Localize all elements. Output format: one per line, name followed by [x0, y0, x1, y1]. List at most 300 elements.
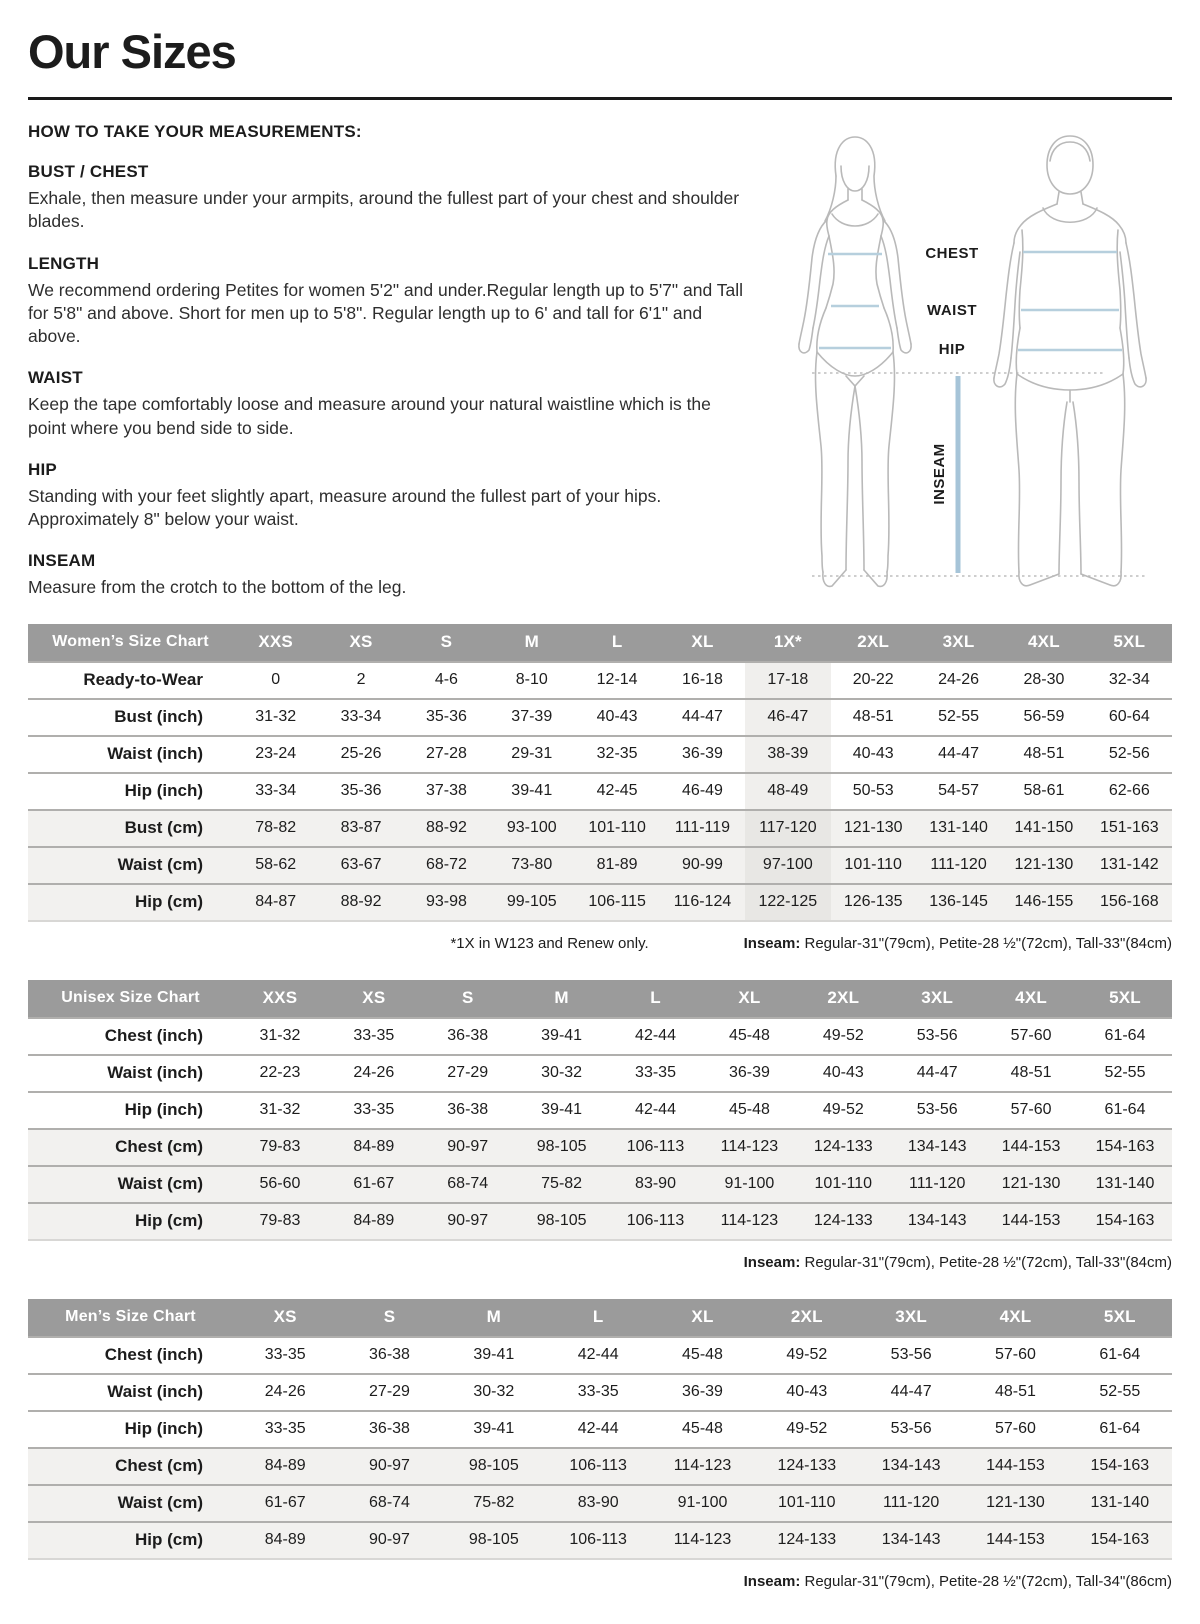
table-footnotes	[28, 935, 1172, 952]
size-cell: 106-113	[626, 1212, 685, 1230]
size-cell: 33-35	[353, 1027, 395, 1045]
table-row	[28, 810, 1172, 847]
row-label: Bust (cm)	[124, 818, 203, 838]
size-cell: 40-43	[786, 1383, 828, 1401]
size-cell: 136-145	[929, 893, 988, 911]
size-cell: 122-125	[745, 884, 830, 921]
row-label: Waist (cm)	[117, 855, 203, 875]
table-row	[28, 847, 1172, 884]
size-column-header: 3XL	[890, 980, 984, 1018]
size-cell: 4-6	[434, 671, 458, 689]
hip-label: HIP	[938, 341, 966, 358]
size-cell: 48-51	[1010, 1064, 1052, 1082]
size-cell: 16-18	[682, 671, 723, 689]
size-cell: 68-74	[447, 1175, 489, 1193]
size-cell: 27-28	[425, 745, 467, 763]
size-cell: 44-47	[682, 708, 723, 726]
table-footnotes	[28, 1573, 1172, 1590]
size-cell: 91-100	[677, 1494, 728, 1512]
woman-figure	[799, 137, 911, 586]
size-cell: 24-26	[353, 1064, 395, 1082]
size-cell: 131-140	[1095, 1175, 1155, 1193]
size-cell: 0	[271, 671, 281, 689]
size-cell: 8-10	[515, 671, 548, 689]
size-cell: 144-153	[986, 1531, 1045, 1549]
size-cell: 42-44	[635, 1101, 676, 1119]
size-cell: 42-44	[577, 1346, 619, 1364]
size-cell: 28-30	[1023, 671, 1065, 689]
unisex-size-chart-table	[28, 980, 1172, 1241]
size-cell: 61-64	[1104, 1101, 1146, 1119]
size-column-header: XL	[650, 1299, 754, 1337]
size-column-header: 2XL	[831, 624, 916, 662]
size-cell: 24-26	[264, 1383, 306, 1401]
size-cell: 32-34	[1108, 671, 1150, 689]
size-cell: 124-133	[777, 1531, 837, 1549]
size-cell: 48-51	[852, 708, 894, 726]
size-cell: 46-47	[745, 699, 830, 736]
size-cell: 31-32	[259, 1101, 301, 1119]
table-row	[28, 699, 1172, 736]
size-cell: 90-99	[682, 856, 723, 874]
size-cell: 42-44	[577, 1420, 619, 1438]
size-cell: 144-153	[1001, 1212, 1061, 1230]
size-cell: 101-110	[814, 1175, 873, 1193]
size-cell: 99-105	[506, 893, 557, 911]
size-cell: 111-120	[909, 1175, 966, 1193]
size-cell: 49-52	[822, 1101, 864, 1119]
size-cell: 27-29	[369, 1383, 410, 1401]
table-row	[28, 1055, 1172, 1092]
size-cell: 44-47	[916, 1064, 958, 1082]
size-cell: 31-32	[255, 708, 297, 726]
size-cell: 156-168	[1099, 893, 1159, 911]
size-cell: 83-90	[635, 1175, 676, 1193]
size-cell: 91-100	[724, 1175, 775, 1193]
size-cell: 84-89	[353, 1212, 395, 1230]
size-cell: 98-105	[468, 1457, 519, 1475]
size-cell: 101-110	[778, 1494, 836, 1512]
size-cell: 101-110	[588, 819, 646, 837]
size-cell: 90-97	[447, 1138, 489, 1156]
size-cell: 114-123	[720, 1212, 779, 1230]
size-cell: 111-119	[674, 819, 731, 837]
size-cell: 154-163	[1095, 1212, 1155, 1230]
section-body: We recommend ordering Petites for women 5'2" and under.Regular length up to 5'7" and Tall for 5'8" and above. Short for men up to 5'8". Regular length up to 6' and tall for 6'1" and above.	[28, 279, 743, 347]
size-cell: 61-64	[1099, 1346, 1141, 1364]
size-cell: 98-105	[468, 1531, 519, 1549]
inseam-note	[744, 935, 1172, 952]
waist-label: WAIST	[927, 302, 977, 319]
size-cell: 27-29	[447, 1064, 489, 1082]
size-cell: 106-113	[626, 1138, 685, 1156]
table-row	[28, 1166, 1172, 1203]
section-heading: HIP	[28, 459, 57, 479]
size-cell: 56-60	[259, 1175, 301, 1193]
size-cell: 40-43	[596, 708, 638, 726]
size-cell: 30-32	[473, 1383, 515, 1401]
row-label: Waist (inch)	[107, 1382, 203, 1402]
size-column-header: S	[337, 1299, 441, 1337]
size-cell: 44-47	[890, 1383, 932, 1401]
size-cell: 116-124	[673, 893, 732, 911]
table-row	[28, 1203, 1172, 1240]
size-cell: 75-82	[473, 1494, 515, 1512]
row-label: Chest (cm)	[115, 1137, 203, 1157]
size-column-header: XL	[702, 980, 796, 1018]
size-cell: 93-98	[425, 893, 467, 911]
section-body: Exhale, then measure under your armpits, around the fullest part of your chest and shoulder blades.	[28, 188, 740, 232]
womens-size-chart	[28, 624, 1172, 952]
size-cell: 111-120	[882, 1494, 940, 1512]
row-label: Chest (cm)	[115, 1456, 203, 1476]
size-cell: 53-56	[916, 1101, 958, 1119]
size-cell: 57-60	[995, 1420, 1036, 1438]
table-row	[28, 1337, 1172, 1374]
table-title: Women’s Size Chart	[28, 624, 233, 662]
size-cell: 35-36	[340, 782, 382, 800]
size-cell: 31-32	[259, 1027, 301, 1045]
size-cell: 36-39	[682, 745, 723, 763]
size-cell: 38-39	[745, 736, 830, 773]
section-body: Keep the tape comfortably loose and measure around your natural waistline which is the point where you bend side to side.	[28, 394, 711, 438]
size-cell: 131-140	[929, 819, 988, 837]
size-cell: 53-56	[890, 1346, 932, 1364]
size-cell: 45-48	[682, 1346, 723, 1364]
size-cell: 134-143	[881, 1457, 941, 1475]
row-label: Hip (cm)	[135, 892, 203, 912]
size-cell: 40-43	[852, 745, 894, 763]
table-row	[28, 1448, 1172, 1485]
size-cell: 49-52	[786, 1420, 828, 1438]
size-cell: 39-41	[541, 1101, 583, 1119]
inseam-note-text: Regular-31"(79cm), Petite-28 ½"(72cm), Tall-33"(84cm)	[800, 934, 1172, 952]
size-cell: 134-143	[907, 1138, 967, 1156]
size-cell: 44-47	[938, 745, 980, 763]
size-cell: 33-35	[635, 1064, 676, 1082]
table-footnotes	[28, 1254, 1172, 1271]
size-cell: 62-66	[1108, 782, 1150, 800]
instruction-sections	[28, 162, 768, 600]
size-cell: 30-32	[541, 1064, 583, 1082]
size-cell: 53-56	[890, 1420, 932, 1438]
size-cell: 124-133	[813, 1212, 873, 1230]
size-column-header: 1X*	[745, 624, 830, 662]
size-cell: 106-115	[588, 893, 646, 911]
size-column-header: 4XL	[1001, 624, 1086, 662]
section-heading: WAIST	[28, 368, 83, 388]
size-column-header: M	[442, 1299, 546, 1337]
section-heading: LENGTH	[28, 253, 100, 273]
size-guide-page	[0, 24, 1200, 1600]
table-row	[28, 1522, 1172, 1559]
row-label: Hip (inch)	[124, 781, 203, 801]
size-cell: 40-43	[822, 1064, 864, 1082]
size-cell: 106-113	[569, 1457, 627, 1475]
size-cell: 131-142	[1099, 856, 1159, 874]
size-cell: 57-60	[995, 1346, 1036, 1364]
size-cell: 48-51	[995, 1383, 1036, 1401]
size-cell: 50-53	[852, 782, 894, 800]
size-cell: 98-105	[536, 1138, 587, 1156]
table-title: Men’s Size Chart	[28, 1299, 233, 1337]
size-cell: 25-26	[340, 745, 382, 763]
size-cell: 60-64	[1108, 708, 1150, 726]
unisex-size-chart	[28, 980, 1172, 1271]
size-cell: 36-38	[369, 1420, 410, 1438]
size-cell: 46-49	[682, 782, 723, 800]
size-cell: 33-34	[340, 708, 382, 726]
size-cell: 141-150	[1014, 819, 1074, 837]
inseam-note-label: Inseam:	[743, 1253, 801, 1271]
row-label: Waist (inch)	[107, 1063, 203, 1083]
row-label: Chest (inch)	[104, 1345, 203, 1365]
size-cell: 121-130	[843, 819, 903, 837]
size-cell: 73-80	[511, 856, 553, 874]
size-cell: 114-123	[673, 1531, 732, 1549]
size-cell: 121-130	[986, 1494, 1045, 1512]
size-cell: 81-89	[596, 856, 638, 874]
inseam-note-text: Regular-31"(79cm), Petite-28 ½"(72cm), Tall-34"(86cm)	[800, 1572, 1172, 1590]
size-cell: 57-60	[1010, 1027, 1052, 1045]
size-cell: 2	[356, 671, 366, 689]
size-cell: 126-135	[843, 893, 903, 911]
size-column-header: 5XL	[1078, 980, 1172, 1018]
size-cell: 97-100	[745, 847, 830, 884]
size-column-header: 3XL	[859, 1299, 963, 1337]
size-cell: 24-26	[938, 671, 980, 689]
table-row	[28, 1374, 1172, 1411]
size-cell: 39-41	[473, 1420, 515, 1438]
size-column-header: 5XL	[1087, 624, 1172, 662]
table-row	[28, 1018, 1172, 1055]
size-column-header: XS	[318, 624, 403, 662]
size-cell: 131-140	[1090, 1494, 1150, 1512]
size-cell: 48-51	[1023, 745, 1065, 763]
table-row	[28, 1129, 1172, 1166]
size-cell: 49-52	[822, 1027, 864, 1045]
table-row	[28, 736, 1172, 773]
size-column-header: M	[515, 980, 609, 1018]
size-cell: 88-92	[340, 893, 382, 911]
howto-heading: HOW TO TAKE YOUR MEASUREMENTS:	[28, 122, 362, 141]
size-cell: 61-64	[1104, 1027, 1146, 1045]
section-heading: INSEAM	[28, 551, 96, 571]
size-cell: 45-48	[682, 1420, 723, 1438]
size-cell: 134-143	[881, 1531, 941, 1549]
size-cell: 61-64	[1099, 1420, 1141, 1438]
womens-size-chart-table	[28, 624, 1172, 922]
inseam-note-label: Inseam:	[743, 1572, 801, 1590]
size-cell: 111-120	[930, 856, 987, 874]
table-title: Unisex Size Chart	[28, 980, 233, 1018]
table-row	[28, 884, 1172, 921]
size-column-header: M	[489, 624, 574, 662]
row-label: Ready-to-Wear	[83, 670, 203, 690]
size-cell: 57-60	[1010, 1101, 1052, 1119]
size-cell: 117-120	[745, 810, 830, 847]
size-cell: 83-87	[340, 819, 382, 837]
table-row	[28, 1411, 1172, 1448]
size-cell: 124-133	[813, 1138, 873, 1156]
row-label: Hip (inch)	[124, 1419, 203, 1439]
size-cell: 35-36	[425, 708, 467, 726]
size-column-header: 4XL	[963, 1299, 1067, 1337]
size-column-header: L	[609, 980, 703, 1018]
section-body: Measure from the crotch to the bottom of the leg.	[28, 577, 407, 598]
size-cell: 33-35	[264, 1346, 306, 1364]
size-cell: 146-155	[1014, 893, 1074, 911]
size-cell: 48-49	[745, 773, 830, 810]
size-cell: 52-55	[938, 708, 980, 726]
size-cell: 36-39	[728, 1064, 770, 1082]
size-cell: 144-153	[1001, 1138, 1061, 1156]
size-cell: 68-74	[369, 1494, 410, 1512]
size-cell: 33-35	[577, 1383, 619, 1401]
size-cell: 49-52	[786, 1346, 828, 1364]
measurement-guide	[28, 122, 1172, 600]
size-cell: 114-123	[720, 1138, 779, 1156]
size-cell: 121-130	[1001, 1175, 1061, 1193]
size-cell: 90-97	[369, 1457, 410, 1475]
table-row	[28, 773, 1172, 810]
size-cell: 93-100	[506, 819, 557, 837]
size-column-header: XL	[660, 624, 745, 662]
size-cell: 134-143	[907, 1212, 967, 1230]
size-cell: 12-14	[596, 671, 638, 689]
size-cell: 36-38	[369, 1346, 410, 1364]
row-label: Hip (inch)	[124, 1100, 203, 1120]
size-cell: 58-62	[255, 856, 297, 874]
size-cell: 39-41	[541, 1027, 583, 1045]
row-label: Bust (inch)	[114, 707, 203, 727]
size-cell: 39-41	[473, 1346, 515, 1364]
size-cell: 53-56	[916, 1027, 958, 1045]
row-label: Waist (cm)	[117, 1493, 203, 1513]
size-cell: 52-55	[1099, 1383, 1141, 1401]
size-cell: 32-35	[596, 745, 638, 763]
size-cell: 42-45	[596, 782, 638, 800]
size-column-header: L	[574, 624, 659, 662]
size-cell: 36-39	[682, 1383, 723, 1401]
row-label: Waist (inch)	[107, 744, 203, 764]
man-figure	[994, 136, 1146, 586]
inseam-note-label: Inseam:	[743, 934, 801, 952]
section-heading: BUST / CHEST	[28, 162, 149, 181]
size-cell: 114-123	[673, 1457, 732, 1475]
size-column-header: XS	[327, 980, 421, 1018]
row-label: Chest (inch)	[104, 1026, 203, 1046]
size-cell: 84-89	[353, 1138, 395, 1156]
size-cell: 61-67	[264, 1494, 306, 1512]
size-cell: 20-22	[852, 671, 894, 689]
size-cell: 84-89	[264, 1457, 306, 1475]
size-cell: 151-163	[1099, 819, 1159, 837]
size-cell: 33-35	[353, 1101, 395, 1119]
chest-label: CHEST	[925, 245, 979, 262]
size-cell: 63-67	[340, 856, 382, 874]
inseam-note-text: Regular-31"(79cm), Petite-28 ½"(72cm), Tall-33"(84cm)	[800, 1253, 1172, 1271]
size-cell: 98-105	[536, 1212, 587, 1230]
table-row	[28, 1092, 1172, 1129]
section-body: Standing with your feet slightly apart, measure around the fullest part of your hips. Approximately 8" below your waist.	[28, 485, 662, 530]
size-cell: 84-87	[255, 893, 297, 911]
size-cell: 36-38	[447, 1101, 489, 1119]
size-cell: 61-67	[353, 1175, 395, 1193]
size-cell: 58-61	[1023, 782, 1065, 800]
figure-column	[768, 122, 1172, 600]
table-row	[28, 1485, 1172, 1522]
size-cell: 17-18	[745, 662, 830, 699]
size-cell: 78-82	[255, 819, 297, 837]
size-cell: 154-163	[1095, 1138, 1155, 1156]
inseam-label: INSEAM	[931, 443, 948, 505]
size-cell: 29-31	[511, 745, 553, 763]
size-column-header: XS	[233, 1299, 337, 1337]
size-cell: 121-130	[1014, 856, 1074, 874]
size-cell: 79-83	[259, 1138, 301, 1156]
size-cell: 83-90	[577, 1494, 619, 1512]
size-column-header: S	[421, 980, 515, 1018]
size-cell: 22-23	[259, 1064, 301, 1082]
size-column-header: 5XL	[1068, 1299, 1172, 1337]
size-column-header: XXS	[233, 624, 318, 662]
size-cell: 90-97	[369, 1531, 410, 1549]
size-cell: 154-163	[1090, 1457, 1150, 1475]
table-row	[28, 662, 1172, 699]
size-cell: 33-34	[255, 782, 297, 800]
size-cell: 84-89	[264, 1531, 306, 1549]
size-cell: 23-24	[255, 745, 297, 763]
title-divider	[28, 97, 1172, 100]
page-title: Our Sizes	[28, 25, 236, 78]
size-cell: 144-153	[986, 1457, 1045, 1475]
size-cell: 56-59	[1023, 708, 1065, 726]
size-cell: 33-35	[264, 1420, 306, 1438]
inseam-note	[744, 1254, 1172, 1271]
row-label: Hip (cm)	[135, 1211, 203, 1231]
size-cell: 36-38	[447, 1027, 489, 1045]
body-measurement-illustration	[772, 124, 1168, 594]
measurement-instructions	[28, 122, 768, 600]
mens-size-chart	[28, 1299, 1172, 1590]
size-column-header: XXS	[233, 980, 327, 1018]
size-cell: 45-48	[728, 1027, 770, 1045]
size-cell: 68-72	[425, 856, 467, 874]
size-cell: 75-82	[541, 1175, 583, 1193]
size-cell: 52-56	[1108, 745, 1150, 763]
inseam-note	[744, 1573, 1172, 1590]
size-cell: 39-41	[511, 782, 553, 800]
size-cell: 124-133	[777, 1457, 837, 1475]
size-column-header: 2XL	[755, 1299, 859, 1337]
size-cell: 90-97	[447, 1212, 489, 1230]
size-cell: 79-83	[259, 1212, 301, 1230]
size-column-header: L	[546, 1299, 650, 1337]
size-cell: 154-163	[1090, 1531, 1150, 1549]
size-column-header: 4XL	[984, 980, 1078, 1018]
size-column-header: S	[404, 624, 489, 662]
size-cell: 88-92	[425, 819, 467, 837]
size-cell: 101-110	[844, 856, 902, 874]
size-cell: 52-55	[1104, 1064, 1146, 1082]
size-cell: 42-44	[635, 1027, 676, 1045]
size-column-header: 2XL	[796, 980, 890, 1018]
size-cell: 54-57	[938, 782, 980, 800]
size-column-header: 3XL	[916, 624, 1001, 662]
size-charts	[28, 624, 1172, 1590]
size-cell: 106-113	[569, 1531, 627, 1549]
